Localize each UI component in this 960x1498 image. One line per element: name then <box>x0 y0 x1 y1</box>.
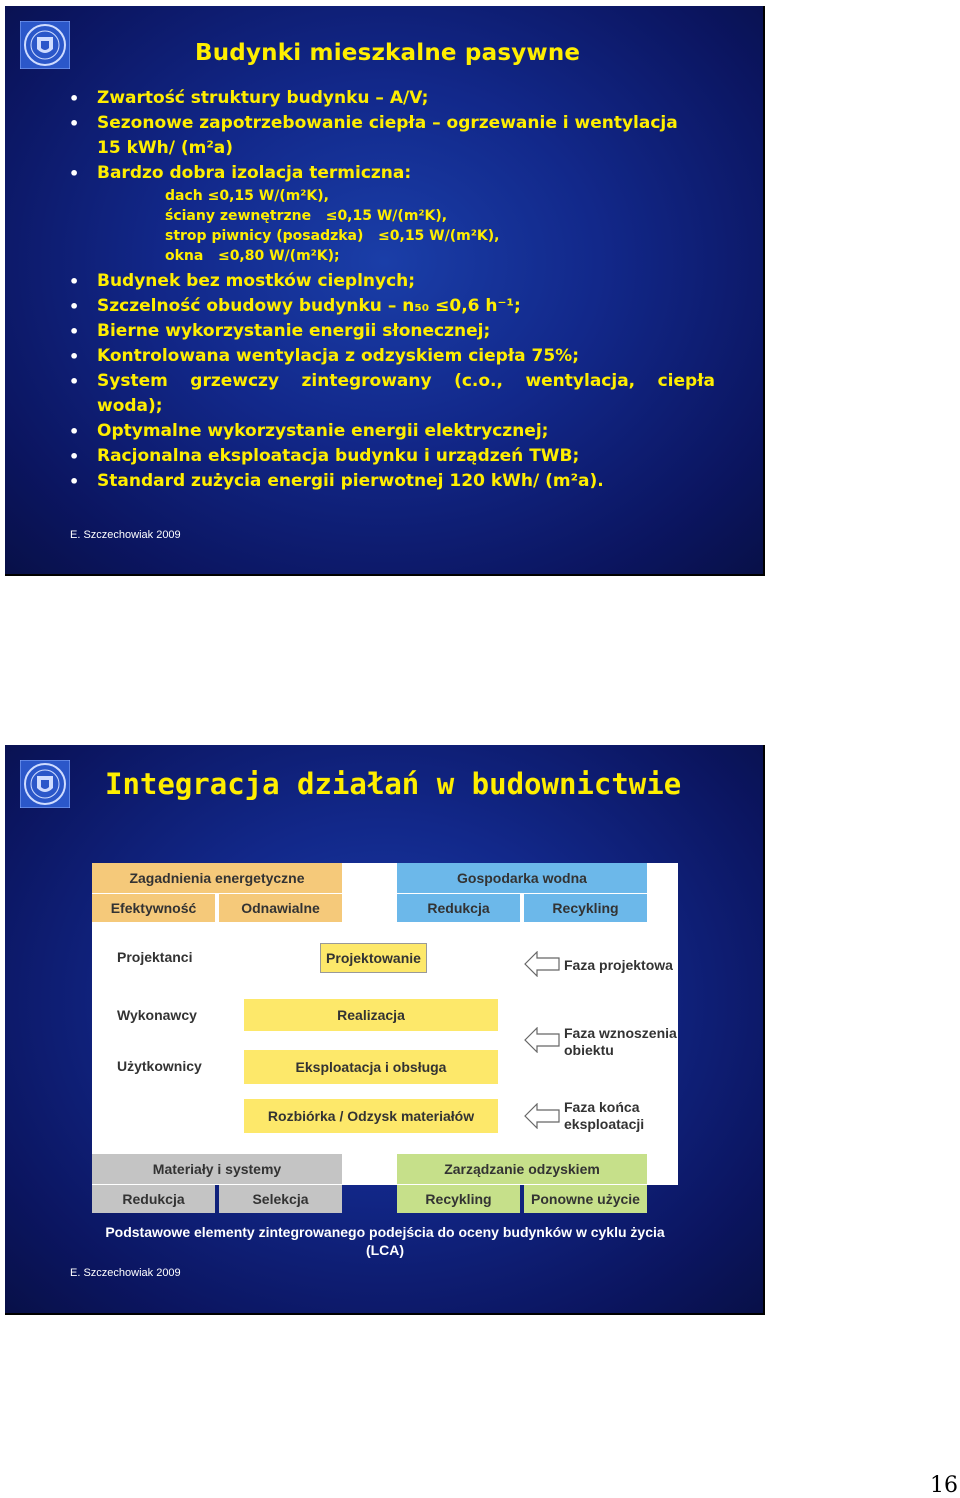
stage-construction: Realizacja <box>244 999 498 1031</box>
materials-selection: Selekcja <box>219 1185 342 1213</box>
stage-operation: Eksploatacja i obsługa <box>244 1050 498 1084</box>
bullet-continuation: 15 kWh/ (m²a) <box>97 138 234 158</box>
waste-header: Zarządzanie odzyskiem <box>397 1154 647 1184</box>
phase-end-of-life: Faza końca eksploatacji <box>564 1099 645 1132</box>
water-reduction: Redukcja <box>397 894 520 922</box>
sub-item: okna ≤0,80 W/(m²K); <box>165 248 340 264</box>
sub-item: dach ≤0,15 W/(m²K), <box>165 188 329 204</box>
bullet-item: • Sezonowe zapotrzebowanie ciepła – ogrzewanie i wentylacja <box>65 111 715 136</box>
bullet-item: • Budynek bez mostków cieplnych; <box>65 269 715 294</box>
slide-footer: E. Szczechowiak 2009 <box>70 1267 181 1279</box>
university-crest-icon <box>20 21 70 69</box>
lca-diagram <box>92 863 678 1207</box>
stage-design: Projektowanie <box>320 943 427 973</box>
waste-reuse: Ponowne użycie <box>524 1185 647 1213</box>
waste-recycling: Recykling <box>397 1185 520 1213</box>
actor-users: Użytkownicy <box>117 1058 202 1074</box>
bullet-list <box>65 86 715 494</box>
bullet-item: • Szczelność obudowy budynku – n₅₀ ≤0,6 h⁻¹; <box>65 294 715 319</box>
phase-construction: Faza wznoszenia obiektu <box>564 1025 677 1058</box>
materials-reduction: Redukcja <box>92 1185 215 1213</box>
slide-title: Integracja działań w budownictwie <box>105 767 682 801</box>
bullet-item: • Bierne wykorzystanie energii słonecznej; <box>65 319 715 344</box>
bullet-item: • Bardzo dobra izolacja termiczna: <box>65 161 715 186</box>
arrow-left-icon <box>524 1103 560 1129</box>
bullet-item: • Racjonalna eksploatacja budynku i urządzeń TWB; <box>65 444 715 469</box>
actor-contractors: Wykonawcy <box>117 1007 197 1023</box>
phase-design: Faza projektowa <box>564 957 673 973</box>
energy-header: Zagadnienia energetyczne <box>92 863 342 893</box>
materials-header: Materiały i systemy <box>92 1154 342 1184</box>
stage-demolition: Rozbiórka / Odzysk materiałów <box>244 1099 498 1133</box>
slide-footer: E. Szczechowiak 2009 <box>70 529 181 541</box>
arrow-left-icon <box>524 1027 560 1053</box>
water-header: Gospodarka wodna <box>397 863 647 893</box>
actor-designers: Projektanci <box>117 949 193 965</box>
bullet-item: • System grzewczy zintegrowany (c.o., wentylacja, ciepła <box>65 369 715 394</box>
arrow-left-icon <box>524 951 560 977</box>
slide-passive-buildings <box>5 6 765 576</box>
bullet-item: • Optymalne wykorzystanie energii elektrycznej; <box>65 419 715 444</box>
slide-integration <box>5 745 765 1315</box>
sub-item: strop piwnicy (posadzka) ≤0,15 W/(m²K), <box>165 228 500 244</box>
bullet-continuation: woda); <box>97 396 163 416</box>
slide-title: Budynki mieszkalne pasywne <box>195 40 581 66</box>
water-recycling: Recykling <box>524 894 647 922</box>
sub-item: ściany zewnętrzne ≤0,15 W/(m²K), <box>165 208 448 224</box>
university-crest-icon <box>20 760 70 808</box>
bullet-item: • Standard zużycia energii pierwotnej 120 kWh/ (m²a). <box>65 469 715 494</box>
energy-renewable: Odnawialne <box>219 894 342 922</box>
page-number: 16 <box>930 1473 958 1498</box>
energy-efficiency: Efektywność <box>92 894 215 922</box>
bullet-item: • Zwartość struktury budynku – A/V; <box>65 86 715 111</box>
diagram-caption: Podstawowe elementy zintegrowanego podejścia do oceny budynków w cyklu życia (LCA) <box>105 1224 665 1258</box>
bullet-item: • Kontrolowana wentylacja z odzyskiem ciepła 75%; <box>65 344 715 369</box>
